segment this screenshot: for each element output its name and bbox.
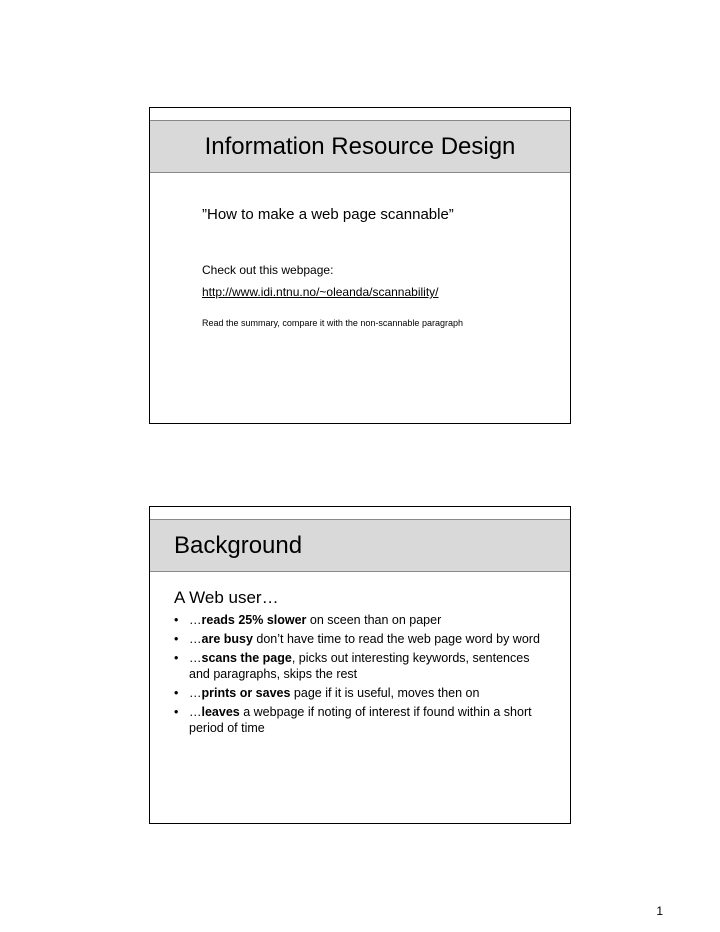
bullet-icon: • [174,613,179,627]
bullet-prefix: … [189,632,202,646]
bullet-text: a webpage if noting of interest if found within a short period of time [189,705,532,735]
slide-title-bar [150,519,570,572]
bullet-prefix: … [189,651,202,665]
slide-title-bar [150,120,570,173]
bullet-bold: reads 25% slower [201,613,307,627]
bullet-item [174,685,549,701]
bullet-item [174,612,549,628]
lead-text: A Web user… [174,588,279,607]
bullet-bold: prints or saves [201,686,291,700]
check-out-text: Check out this webpage: [202,263,334,277]
bullet-item [174,631,549,647]
slide-body [150,173,570,329]
bullet-text: on sceen than on paper [306,613,442,627]
page-number: 1 [656,904,663,918]
slide-body [150,572,570,736]
slide-subtitle: ”How to make a web page scannable” [202,206,454,223]
slide-title: Information Resource Design [204,132,516,160]
bullet-bold: scans the page [201,651,292,665]
bullet-prefix: … [189,613,202,627]
slide-background [149,506,571,824]
bullet-icon: • [174,632,179,646]
bullet-icon: • [174,705,179,719]
bullet-bold: are busy [201,632,253,646]
slide-title: Background [174,531,303,559]
bullet-item [174,704,549,736]
bullet-prefix: … [189,686,202,700]
summary-note: Read the summary, compare it with the non-scannable paragraph [202,318,463,328]
bullet-text: don’t have time to read the web page word by word [252,632,540,646]
bullet-prefix: … [189,705,202,719]
bullet-text: , picks out interesting keywords, sentences and paragraphs, skips the rest [189,651,530,681]
slide-information-resource-design [149,107,571,424]
bullet-icon: • [174,686,179,700]
bullet-text: page if it is useful, moves then on [290,686,480,700]
bullet-list [174,612,550,736]
slide-top-gap [150,507,570,519]
slide-top-gap [150,108,570,120]
scannability-link[interactable]: http://www.idi.ntnu.no/~oleanda/scannability/ [202,285,439,299]
bullet-item [174,650,549,682]
bullet-bold: leaves [201,705,240,719]
bullet-icon: • [174,651,179,665]
